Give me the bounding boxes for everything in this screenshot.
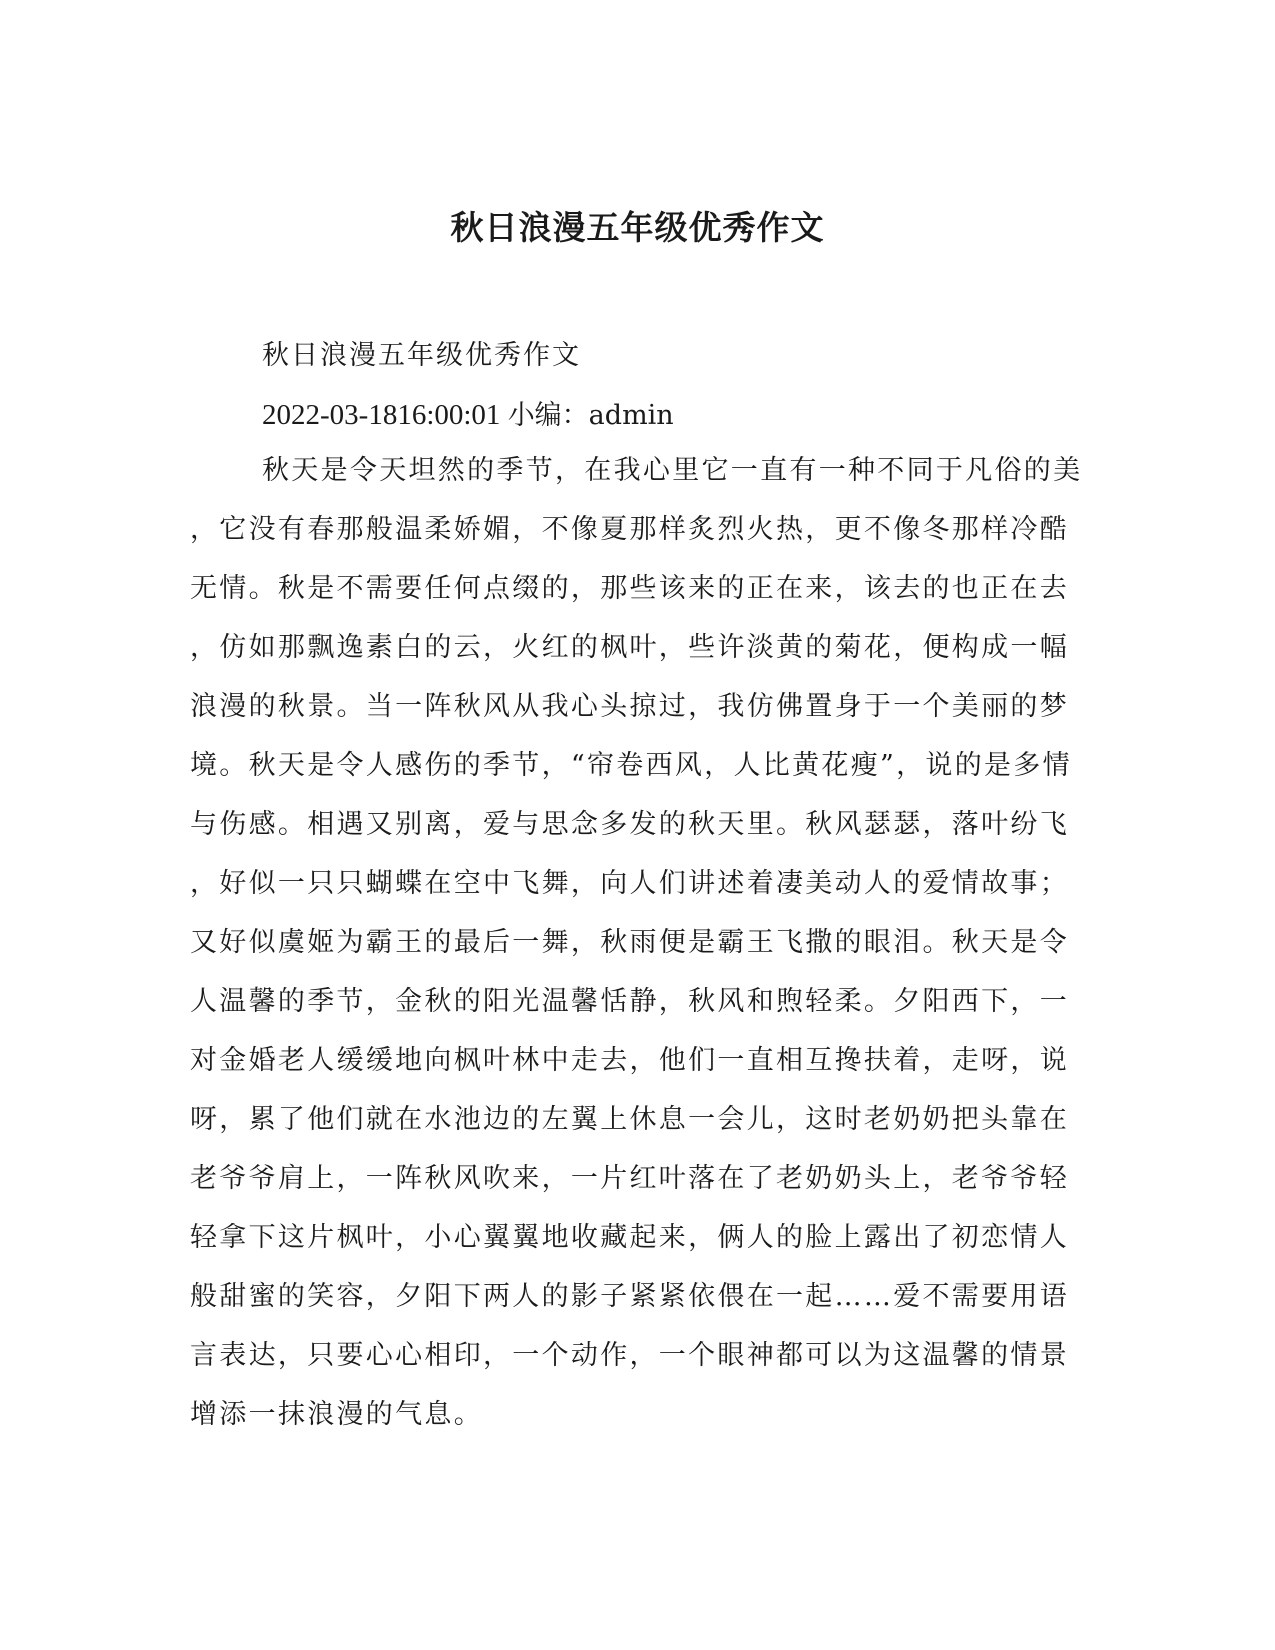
essay-line: 增添一抹浪漫的气息。 xyxy=(190,1399,483,1430)
essay-line: 呀，累了他们就在水池边的左翼上休息一会儿，这时老奶奶把头靠在 xyxy=(190,1104,1069,1135)
publish-info xyxy=(262,393,674,432)
essay-line: 对金婚老人缓缓地向枫叶林中走去，他们一直相互搀扶着，走呀，说 xyxy=(190,1045,1069,1076)
essay-line: ，仿如那飘逸素白的云，火红的枫叶，些许淡黄的菊花，便构成一幅 xyxy=(190,632,1069,663)
essay-line: 与伤感。相遇又别离，爱与思念多发的秋天里。秋风瑟瑟，落叶纷飞 xyxy=(190,809,1069,840)
essay-line: 人温馨的季节，金秋的阳光温馨恬静，秋风和煦轻柔。夕阳西下，一 xyxy=(190,986,1069,1017)
document-subtitle: 秋日浪漫五年级优秀作文 xyxy=(262,340,581,371)
essay-line: 言表达，只要心心相印，一个动作，一个眼神都可以为这温馨的情景 xyxy=(190,1340,1069,1371)
essay-line: 般甜蜜的笑容，夕阳下两人的影子紧紧依偎在一起……爱不需要用语 xyxy=(190,1281,1069,1312)
essay-line: ，好似一只只蝴蝶在空中飞舞，向人们讲述着凄美动人的爱情故事； xyxy=(190,868,1069,899)
essay-line: 境。秋天是令人感伤的季节，“帘卷西风，人比黄花瘦”，说的是多情 xyxy=(190,750,1072,781)
essay-line: 轻拿下这片枫叶，小心翼翼地收藏起来，俩人的脸上露出了初恋情人 xyxy=(190,1222,1069,1253)
essay-line: 又好似虞姬为霸王的最后一舞，秋雨便是霸王飞撒的眼泪。秋天是令 xyxy=(190,927,1069,958)
essay-line: 老爷爷肩上，一阵秋风吹来，一片红叶落在了老奶奶头上，老爷爷轻 xyxy=(190,1163,1069,1194)
publish-datetime: 2022-03-1816:00:01 xyxy=(262,399,501,431)
essay-line: ，它没有春那般温柔娇媚，不像夏那样炙烈火热，更不像冬那样冷酷 xyxy=(190,514,1069,545)
essay-line: 浪漫的秋景。当一阵秋风从我心头掠过，我仿佛置身于一个美丽的梦 xyxy=(190,691,1069,722)
document-title: 秋日浪漫五年级优秀作文 xyxy=(450,208,825,247)
editor-label: 小编：admin xyxy=(507,400,674,431)
essay-line: 秋天是令天坦然的季节，在我心里它一直有一种不同于凡俗的美 xyxy=(262,455,1083,486)
essay-line: 无情。秋是不需要任何点缀的，那些该来的正在来，该去的也正在去 xyxy=(190,573,1069,604)
